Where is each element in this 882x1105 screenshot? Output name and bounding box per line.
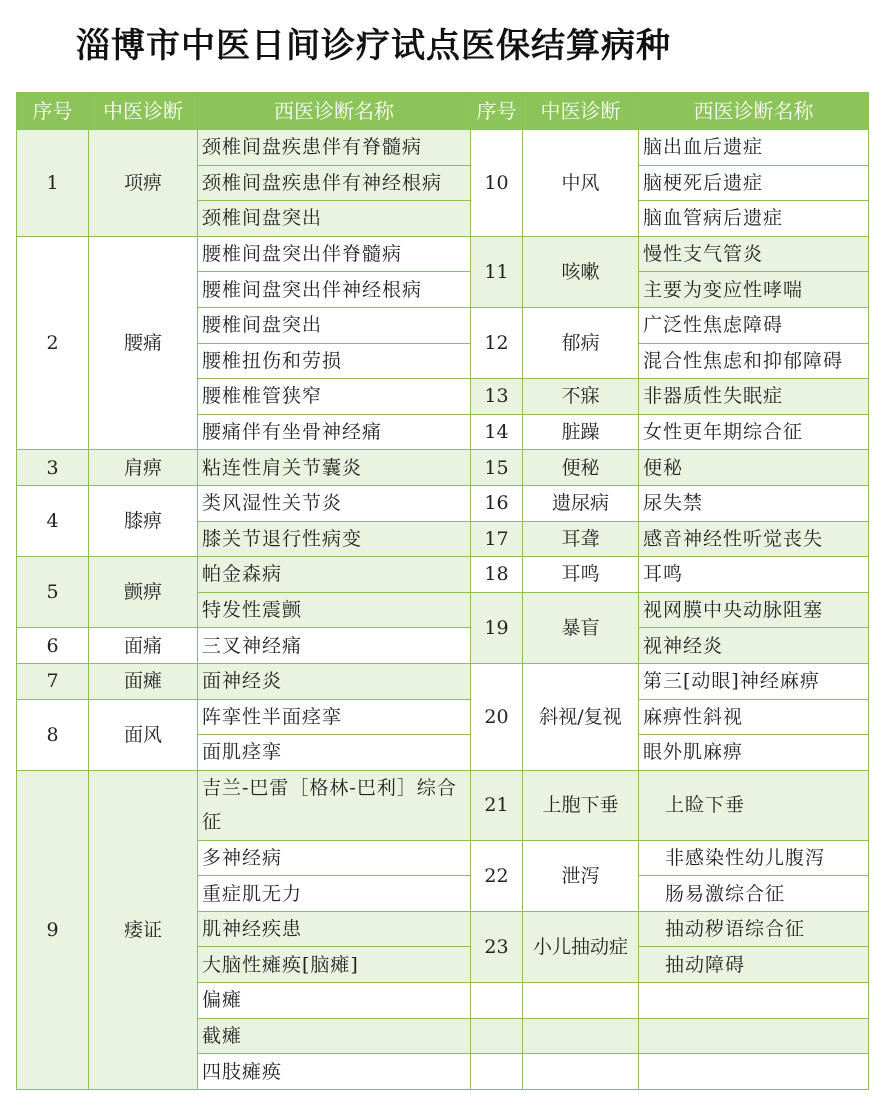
header-seq: 序号	[17, 93, 89, 130]
tcm-cell: 中风	[523, 130, 639, 237]
western-cell: 面神经炎	[198, 663, 471, 699]
seq-cell: 5	[17, 557, 89, 628]
western-cell: 腰椎间盘突出伴脊髓病	[198, 236, 471, 272]
western-cell: 眼外肌麻痹	[639, 735, 869, 771]
tcm-cell: 咳嗽	[523, 236, 639, 307]
western-cell: 帕金森病	[198, 557, 471, 593]
seq-cell: 9	[17, 770, 89, 1089]
seq-cell: 1	[17, 130, 89, 237]
table-row	[17, 450, 869, 486]
table-row	[17, 663, 869, 699]
table-row	[17, 770, 869, 840]
page-title: 淄博市中医日间诊疗试点医保结算病种	[76, 26, 671, 66]
seq-cell: 16	[471, 485, 523, 521]
western-cell: 四肢瘫痪	[198, 1054, 471, 1090]
western-cell: 重症肌无力	[198, 876, 471, 912]
seq-cell: 8	[17, 699, 89, 770]
western-cell: 吉兰-巴雷［格林-巴利］综合征	[198, 770, 471, 840]
seq-cell: 3	[17, 450, 89, 486]
seq-cell: 12	[471, 307, 523, 378]
seq-cell: 22	[471, 840, 523, 911]
western-cell: 混合性焦虑和抑郁障碍	[639, 343, 869, 379]
tcm-cell: 郁病	[523, 307, 639, 378]
seq-cell: 20	[471, 663, 523, 770]
header-western: 西医诊断名称	[198, 93, 471, 130]
tcm-cell: 面瘫	[89, 663, 198, 699]
table-row	[17, 557, 869, 593]
western-cell: 特发性震颤	[198, 592, 471, 628]
tcm-cell: 耳鸣	[523, 557, 639, 593]
tcm-cell: 不寐	[523, 379, 639, 415]
tcm-cell: 小儿抽动症	[523, 911, 639, 982]
western-cell: 腰痛伴有坐骨神经痛	[198, 414, 471, 450]
western-cell: 腰椎间盘突出	[198, 307, 471, 343]
seq-cell: 23	[471, 911, 523, 982]
seq-cell: 17	[471, 521, 523, 557]
western-cell: 抽动障碍	[639, 947, 869, 983]
western-cell: 偏瘫	[198, 983, 471, 1019]
western-cell: 视神经炎	[639, 628, 869, 664]
western-cell: 阵挛性半面痉挛	[198, 699, 471, 735]
western-cell: 广泛性焦虑障碍	[639, 307, 869, 343]
seq-cell: 2	[17, 236, 89, 450]
table-row	[17, 485, 869, 521]
empty-cell	[471, 1054, 523, 1090]
tcm-cell: 面痛	[89, 628, 198, 664]
header-seq: 序号	[471, 93, 523, 130]
table-row	[17, 130, 869, 166]
header-tcm: 中医诊断	[523, 93, 639, 130]
seq-cell: 11	[471, 236, 523, 307]
western-cell: 腰椎扭伤和劳损	[198, 343, 471, 379]
empty-cell	[639, 1054, 869, 1090]
tcm-cell: 暴盲	[523, 592, 639, 663]
tcm-cell: 遗尿病	[523, 485, 639, 521]
western-cell: 截瘫	[198, 1018, 471, 1054]
western-cell: 非感染性幼儿腹泻	[639, 840, 869, 876]
header-row	[17, 93, 869, 130]
western-cell: 腰椎椎管狭窄	[198, 379, 471, 415]
seq-cell: 6	[17, 628, 89, 664]
seq-cell: 15	[471, 450, 523, 486]
tcm-cell: 上胞下垂	[523, 770, 639, 840]
western-cell: 第三[动眼]神经麻痹	[639, 663, 869, 699]
western-cell: 麻痹性斜视	[639, 699, 869, 735]
tcm-cell: 泄泻	[523, 840, 639, 911]
tcm-cell: 颤痹	[89, 557, 198, 628]
header-western: 西医诊断名称	[639, 93, 869, 130]
western-cell: 颈椎间盘疾患伴有脊髓病	[198, 130, 471, 166]
empty-cell	[471, 983, 523, 1019]
tcm-cell: 面风	[89, 699, 198, 770]
western-cell: 尿失禁	[639, 485, 869, 521]
tcm-cell: 肩痹	[89, 450, 198, 486]
empty-cell	[471, 1018, 523, 1054]
western-cell: 多神经病	[198, 840, 471, 876]
tcm-cell: 便秘	[523, 450, 639, 486]
western-cell: 面肌痉挛	[198, 735, 471, 771]
tcm-cell: 耳聋	[523, 521, 639, 557]
empty-cell	[523, 983, 639, 1019]
empty-cell	[639, 983, 869, 1019]
western-cell: 粘连性肩关节囊炎	[198, 450, 471, 486]
western-cell: 肌神经疾患	[198, 911, 471, 947]
seq-cell: 10	[471, 130, 523, 237]
disease-table	[16, 92, 869, 1090]
western-cell: 慢性支气管炎	[639, 236, 869, 272]
seq-cell: 4	[17, 485, 89, 556]
seq-cell: 14	[471, 414, 523, 450]
header-tcm: 中医诊断	[89, 93, 198, 130]
western-cell: 非器质性失眠症	[639, 379, 869, 415]
western-cell: 脑血管病后遗症	[639, 201, 869, 237]
western-cell: 脑出血后遗症	[639, 130, 869, 166]
western-cell: 颈椎间盘疾患伴有神经根病	[198, 165, 471, 201]
western-cell: 上睑下垂	[639, 770, 869, 840]
tcm-cell: 腰痛	[89, 236, 198, 450]
western-cell: 女性更年期综合征	[639, 414, 869, 450]
tcm-cell: 项痹	[89, 130, 198, 237]
western-cell: 感音神经性听觉丧失	[639, 521, 869, 557]
western-cell: 类风湿性关节炎	[198, 485, 471, 521]
seq-cell: 21	[471, 770, 523, 840]
western-cell: 大脑性瘫痪[脑瘫]	[198, 947, 471, 983]
tcm-cell: 脏躁	[523, 414, 639, 450]
western-cell: 三叉神经痛	[198, 628, 471, 664]
table-row	[17, 628, 869, 664]
western-cell: 主要为变应性哮喘	[639, 272, 869, 308]
western-cell: 膝关节退行性病变	[198, 521, 471, 557]
table-row	[17, 236, 869, 272]
seq-cell: 7	[17, 663, 89, 699]
tcm-cell: 斜视/复视	[523, 663, 639, 770]
empty-cell	[523, 1018, 639, 1054]
western-cell: 腰椎间盘突出伴神经根病	[198, 272, 471, 308]
empty-cell	[639, 1018, 869, 1054]
western-cell: 颈椎间盘突出	[198, 201, 471, 237]
western-cell: 脑梗死后遗症	[639, 165, 869, 201]
empty-cell	[523, 1054, 639, 1090]
seq-cell: 13	[471, 379, 523, 415]
tcm-cell: 膝痹	[89, 485, 198, 556]
western-cell: 肠易激综合征	[639, 876, 869, 912]
tcm-cell: 痿证	[89, 770, 198, 1089]
western-cell: 抽动秽语综合征	[639, 911, 869, 947]
western-cell: 便秘	[639, 450, 869, 486]
seq-cell: 19	[471, 592, 523, 663]
table-row	[17, 699, 869, 735]
western-cell: 视网膜中央动脉阻塞	[639, 592, 869, 628]
seq-cell: 18	[471, 557, 523, 593]
western-cell: 耳鸣	[639, 557, 869, 593]
